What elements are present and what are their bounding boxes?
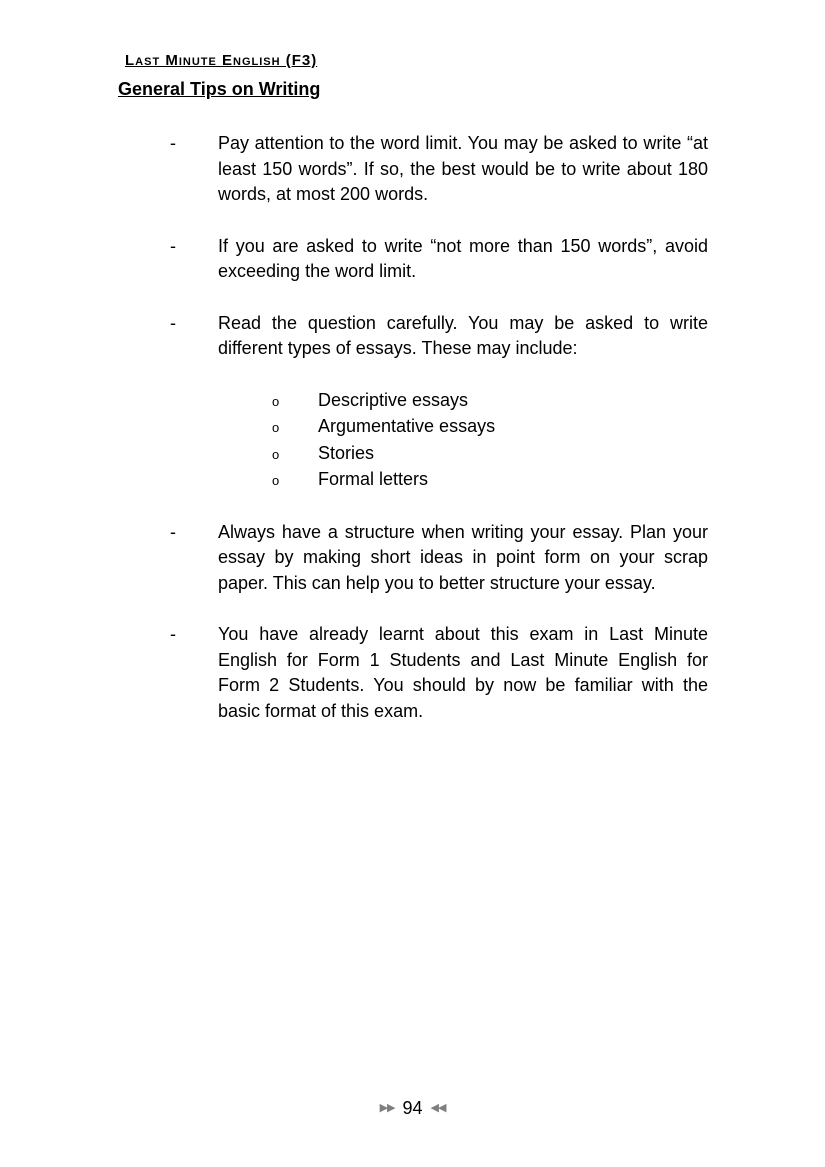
page-footer — [0, 1098, 825, 1119]
bullet-text: Always have a structure when writing your essay. Plan your essay by making short ideas in point form on your scrap paper. This can help you to better structure your essay. — [218, 521, 708, 593]
sub-list-item — [272, 388, 708, 415]
circle-bullet-marker: o — [272, 420, 280, 435]
dash-bullet-marker: - — [170, 624, 176, 644]
sub-item-text: Descriptive essays — [318, 389, 469, 410]
circle-bullet-marker: o — [272, 473, 280, 488]
bullet-item-word-limit — [170, 131, 708, 208]
content-area — [170, 131, 708, 750]
page-number: 94 — [402, 1098, 423, 1118]
circle-bullet-marker: o — [272, 446, 280, 462]
bullet-text: Pay attention to the word limit. You may be asked to write “at least 150 words”. If so, the best would be to write about 180 words, at most 200 words. — [218, 133, 708, 204]
sub-item-text: Stories — [318, 442, 375, 463]
bullet-text: If you are asked to write “not more than 150 words”, avoid exceeding the word limit. — [218, 235, 708, 281]
rewind-icon: ◀◀ — [430, 1102, 446, 1114]
sub-list-item — [272, 414, 708, 441]
bullet-item-already-learnt — [170, 622, 708, 724]
sub-list-item — [272, 467, 708, 494]
fast-forward-icon: ▶▶ — [379, 1102, 395, 1114]
sub-list-item — [272, 441, 708, 468]
dash-bullet-marker: - — [170, 312, 176, 333]
running-head — [125, 52, 317, 70]
bullet-item-read-question — [170, 311, 708, 362]
sub-item-text: Argumentative essays — [318, 416, 496, 436]
bullet-item-structure — [170, 520, 708, 597]
dash-bullet-marker: - — [170, 235, 176, 256]
book-title: Last Minute English (F3) — [125, 52, 318, 69]
bullet-text: Read the question carefully. You may be asked to write different types of essays. These may include: — [218, 312, 708, 358]
circle-bullet-marker: o — [272, 393, 280, 409]
dash-bullet-marker: - — [170, 133, 176, 153]
dash-bullet-marker: - — [170, 521, 176, 542]
bullet-text: You have already learnt about this exam in Last Minute English for Form 1 Students and Last Minute English for Form 2 Students. You should by now be familiar with the basic format of this exam. — [218, 624, 708, 721]
sub-item-text: Formal letters — [318, 469, 429, 489]
bullet-item-not-more-than — [170, 234, 708, 285]
essay-types-sublist — [272, 388, 708, 494]
section-title: General Tips on Writing — [118, 79, 321, 99]
